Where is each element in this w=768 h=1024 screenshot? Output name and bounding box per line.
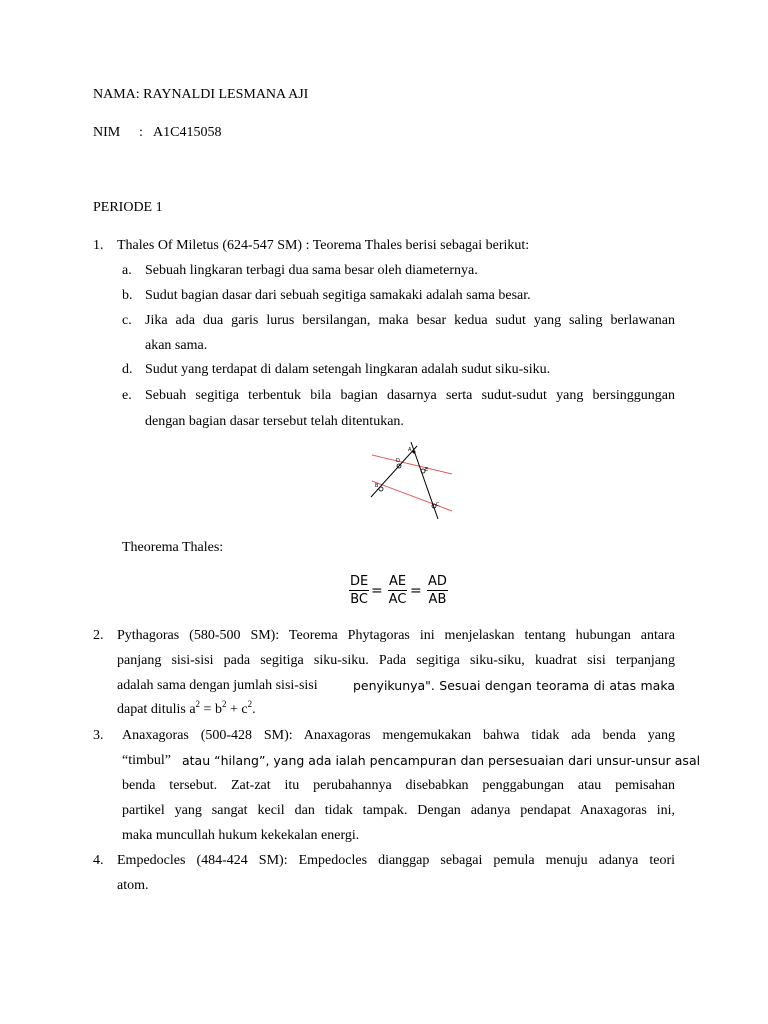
item-number: 1.	[93, 238, 104, 253]
thales-diagram	[368, 440, 454, 522]
item-number: 2.	[93, 628, 104, 643]
fraction-de-bc	[349, 574, 369, 607]
sub-item-text: akan sama.	[145, 338, 208, 353]
item-text: Anaxagoras (500-428 SM): Anaxagoras mengemukakan bahwa tidak ada benda yang	[122, 728, 675, 743]
fraction-denominator: AB	[428, 592, 447, 607]
sub-item-text: Sebuah segitiga terbentuk bila bagian dasarnya serta sudut-sudut yang bersinggungan	[145, 388, 675, 403]
sub-item-letter: e.	[122, 388, 132, 403]
fraction-numerator: AE	[389, 574, 407, 589]
item-text: benda tersebut. Zat-zat itu perubahannya disebabkan penggabungan atau pemisahan	[122, 778, 675, 793]
sub-item-letter: a.	[122, 263, 132, 278]
equals-sign: =	[371, 583, 383, 599]
sub-item-letter: d.	[122, 362, 133, 377]
sub-item-letter: c.	[122, 313, 132, 328]
sub-item-text: dengan bagian dasar tersebut telah ditentukan.	[145, 414, 404, 429]
item-text: atau “hilang”, yang ada ialah pencampuran dan persesuaian dari unsur-unsur asal	[182, 753, 701, 768]
fraction-ad-ab	[427, 574, 448, 607]
section-title: PERIODE 1	[93, 200, 163, 215]
label-b: B	[375, 483, 379, 489]
item-text: atom.	[117, 878, 149, 893]
item-text: adalah sama dengan jumlah sisi-sisi	[117, 678, 318, 693]
label-d: D	[396, 458, 400, 464]
fraction-numerator: DE	[350, 574, 369, 589]
fraction-denominator: BC	[350, 592, 368, 607]
label-e: E	[425, 467, 429, 473]
nim-value: A1C415058	[153, 125, 222, 140]
pythagoras-formula-line: dapat ditulis $a^2 = b^2 + c^2$.	[117, 699, 256, 717]
fraction-numerator: AD	[428, 574, 447, 589]
item-text: Empedocles (484-424 SM): Empedocles dianggap sebagai pemula menuju adanya teori	[117, 853, 675, 868]
item-text: penyikunya". Sesuai dengan teorama di atas maka	[353, 678, 675, 693]
red-parallel-line-bottom	[372, 481, 452, 511]
item-number: 4.	[93, 853, 104, 868]
student-name: NAMA: RAYNALDI LESMANA AJI	[93, 87, 309, 102]
sub-item-text: Sudut bagian dasar dari sebuah segitiga samakaki adalah sama besar.	[145, 288, 531, 303]
theorem-label: Theorema Thales:	[122, 540, 224, 555]
nim-label: NIM	[93, 125, 121, 140]
item-number: 3.	[93, 728, 104, 743]
point-b	[379, 487, 383, 491]
label-a: A	[408, 447, 412, 453]
red-parallel-line-top	[372, 455, 452, 474]
equals-sign: =	[410, 583, 422, 599]
sub-item-text: Sebuah lingkaran terbagi dua sama besar oleh diameternya.	[145, 263, 478, 278]
item-text: Thales Of Miletus (624-547 SM) : Teorema Thales berisi sebagai berikut:	[117, 238, 530, 253]
point-a	[413, 451, 416, 454]
sub-item-text: Jika ada dua garis lurus bersilangan, maka besar kedua sudut yang saling berlawanan	[145, 313, 675, 328]
label-c: C	[436, 502, 440, 508]
nim-separator: :	[139, 125, 143, 140]
fraction-denominator: AC	[388, 592, 407, 607]
fraction-ae-ac	[388, 574, 407, 607]
item-text: maka muncullah hukum kekekalan energi.	[122, 828, 360, 843]
transversal-line-ac	[411, 442, 438, 519]
sub-item-letter: b.	[122, 288, 133, 303]
item-text: partikel yang sangat kecil dan tidak tampak. Dengan adanya pendapat Anaxagoras ini,	[122, 803, 675, 818]
item-text: “timbul”	[122, 753, 171, 768]
item-text: panjang sisi-sisi pada segitiga siku-siku. Pada segitiga siku-siku, kuadrat sisi terpanjang	[117, 653, 675, 668]
item-text: Pythagoras (580-500 SM): Teorema Phytagoras ini menjelaskan tentang hubungan antara	[117, 628, 675, 643]
sub-item-text: Sudut yang terdapat di dalam setengah lingkaran adalah sudut siku-siku.	[145, 362, 551, 377]
